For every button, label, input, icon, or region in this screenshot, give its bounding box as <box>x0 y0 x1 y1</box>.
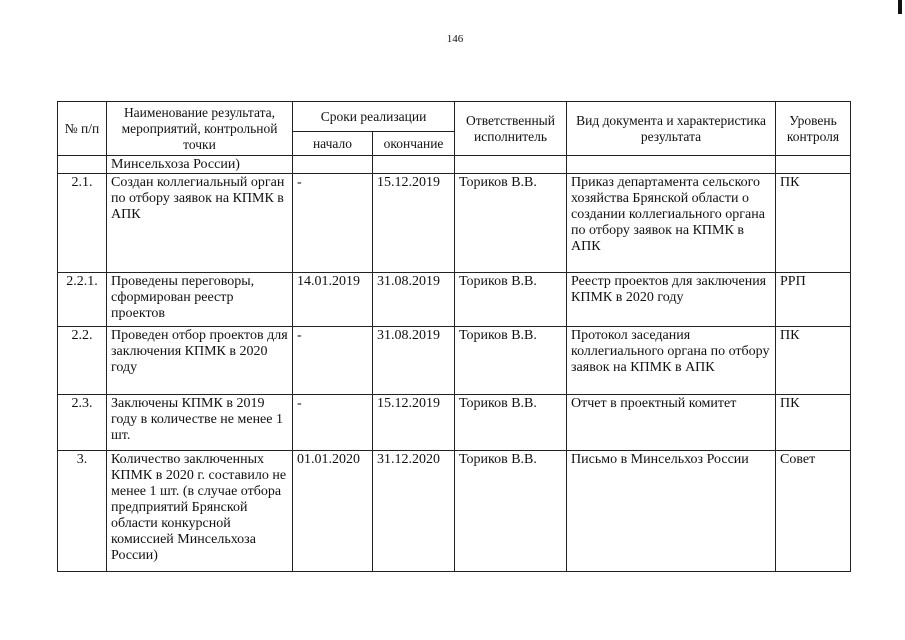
row-control: ПК <box>776 395 851 451</box>
table-row <box>58 327 851 395</box>
header-end: окончание <box>373 132 455 156</box>
row-start: - <box>293 327 373 395</box>
row-responsible: Ториков В.В. <box>455 174 567 273</box>
row-responsible: Ториков В.В. <box>455 451 567 572</box>
row-responsible: Ториков В.В. <box>455 395 567 451</box>
header-num: № п/п <box>58 102 107 156</box>
header-start: начало <box>293 132 373 156</box>
row-name: Создан коллегиальный орган по отбору заявок на КПМК в АПК <box>107 174 293 273</box>
row-name: Проведены переговоры, сформирован реестр проектов <box>107 273 293 327</box>
table-row <box>58 273 851 327</box>
row-document: Протокол заседания коллегиального органа по отбору заявок на КПМК в АПК <box>567 327 776 395</box>
row-control: РРП <box>776 273 851 327</box>
header-terms: Сроки реализации <box>293 102 455 132</box>
row-end: 15.12.2019 <box>373 395 455 451</box>
row-start: 14.01.2019 <box>293 273 373 327</box>
row-num: 2.2. <box>58 327 107 395</box>
row-start: 01.01.2020 <box>293 451 373 572</box>
row-start: - <box>293 174 373 273</box>
row-end: 31.12.2020 <box>373 451 455 572</box>
table-header <box>58 102 851 156</box>
table-body <box>58 156 851 572</box>
row-document: Письмо в Минсельхоз России <box>567 451 776 572</box>
header-document: Вид документа и характеристика результата <box>567 102 776 156</box>
table-row <box>58 395 851 451</box>
row-name: Количество заключенных КПМК в 2020 г. составило не менее 1 шт. (в случае отбора предприятий Брянской области конкурсной комиссией Минсельхоза России) <box>107 451 293 572</box>
row-document: Реестр проектов для заключения КПМК в 2020 году <box>567 273 776 327</box>
continuation-row <box>58 156 851 174</box>
row-num: 2.2.1. <box>58 273 107 327</box>
row-end: 31.08.2019 <box>373 273 455 327</box>
row-name: Заключены КПМК в 2019 году в количестве не менее 1 шт. <box>107 395 293 451</box>
row-responsible: Ториков В.В. <box>455 273 567 327</box>
row-control: Совет <box>776 451 851 572</box>
row-num: 2.1. <box>58 174 107 273</box>
row-control: ПК <box>776 327 851 395</box>
table-row <box>58 174 851 273</box>
row-document: Приказ департамента сельского хозяйства Брянской области о создании коллегиального органа по отбору заявок на КПМК в АПК <box>567 174 776 273</box>
row-num: 2.3. <box>58 395 107 451</box>
row-start: - <box>293 395 373 451</box>
row-responsible: Ториков В.В. <box>455 327 567 395</box>
page-number: 146 <box>446 33 464 45</box>
plan-table <box>57 101 851 572</box>
scan-edge-mark <box>898 0 902 14</box>
row-document: Отчет в проектный комитет <box>567 395 776 451</box>
table-row <box>58 451 851 572</box>
continuation-text: Минсельхоза России) <box>107 156 293 174</box>
header-name: Наименование результата, мероприятий, контрольной точки <box>107 102 293 156</box>
header-control: Уровень контроля <box>776 102 851 156</box>
row-num: 3. <box>58 451 107 572</box>
header-responsible: Ответственный исполнитель <box>455 102 567 156</box>
row-end: 15.12.2019 <box>373 174 455 273</box>
row-control: ПК <box>776 174 851 273</box>
row-name: Проведен отбор проектов для заключения КПМК в 2020 году <box>107 327 293 395</box>
row-end: 31.08.2019 <box>373 327 455 395</box>
